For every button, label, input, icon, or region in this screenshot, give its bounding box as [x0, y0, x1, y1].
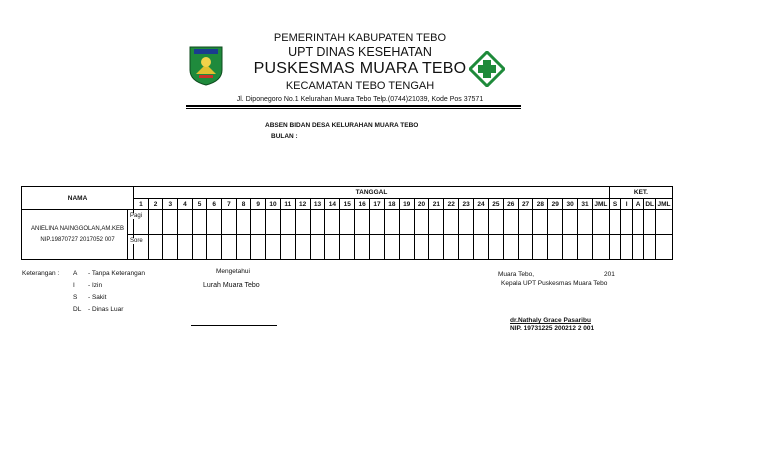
- day-header: 25: [488, 199, 503, 210]
- attendance-cell[interactable]: [325, 210, 340, 235]
- attendance-cell[interactable]: [355, 210, 370, 235]
- document-title: ABSEN BIDAN DESA KELURAHAN MUARA TEBO: [265, 122, 419, 129]
- attendance-cell[interactable]: [310, 235, 325, 260]
- attendance-cell[interactable]: [399, 210, 414, 235]
- attendance-cell[interactable]: [548, 235, 563, 260]
- col-ket-header: KET.: [609, 187, 672, 199]
- day-header: 18: [384, 199, 399, 210]
- attendance-cell[interactable]: [370, 235, 385, 260]
- ket-desc: - Dinas Luar: [88, 306, 124, 313]
- ket-desc: - Sakit: [88, 294, 107, 301]
- attendance-cell[interactable]: [444, 235, 459, 260]
- header-line-3: PUSKESMAS MUARA TEBO: [253, 60, 467, 77]
- attendance-cell[interactable]: [384, 210, 399, 235]
- attendance-cell[interactable]: [533, 210, 548, 235]
- attendance-cell[interactable]: [632, 235, 644, 260]
- attendance-cell[interactable]: [644, 235, 656, 260]
- attendance-cell[interactable]: [414, 235, 429, 260]
- person-cell: [22, 210, 134, 260]
- day-header: 2: [148, 199, 163, 210]
- attendance-cell[interactable]: [236, 210, 251, 235]
- header-rule-thick: [186, 105, 521, 107]
- attendance-cell[interactable]: [325, 235, 340, 260]
- person-name: ANIELINA NAINGGOLAN,AM.KEB: [31, 225, 125, 232]
- ket-code: S: [73, 294, 78, 301]
- day-header: 17: [370, 199, 385, 210]
- day-header: 1: [134, 199, 149, 210]
- attendance-cell[interactable]: [429, 210, 444, 235]
- day-header: 10: [266, 199, 281, 210]
- attendance-cell[interactable]: [563, 235, 578, 260]
- attendance-cell[interactable]: [192, 235, 207, 260]
- place-date: Muara Tebo,: [498, 271, 535, 278]
- col-nama-header: NAMA: [22, 187, 134, 210]
- attendance-cell[interactable]: [340, 210, 355, 235]
- attendance-cell[interactable]: [429, 235, 444, 260]
- attendance-cell[interactable]: [251, 235, 266, 260]
- attendance-cell[interactable]: [178, 235, 193, 260]
- attendance-cell[interactable]: [222, 210, 237, 235]
- day-header: 5: [192, 199, 207, 210]
- day-header: 30: [563, 199, 578, 210]
- mengetahui-text: Mengetahui: [216, 268, 250, 275]
- ket-header: JML: [655, 199, 672, 210]
- day-header: 6: [207, 199, 222, 210]
- attendance-cell[interactable]: [399, 235, 414, 260]
- day-header: 14: [325, 199, 340, 210]
- attendance-cell[interactable]: [609, 210, 621, 235]
- ket-code: A: [73, 270, 78, 277]
- attendance-cell[interactable]: [295, 210, 310, 235]
- attendance-cell[interactable]: [340, 235, 355, 260]
- day-header: 23: [459, 199, 474, 210]
- day-header: JML: [594, 200, 608, 208]
- ket-code: DL: [73, 306, 82, 313]
- header-line-1: PEMERINTAH KABUPATEN TEBO: [273, 32, 447, 44]
- attendance-cell[interactable]: [295, 235, 310, 260]
- attendance-cell[interactable]: [518, 210, 533, 235]
- attendance-cell[interactable]: [621, 210, 633, 235]
- attendance-cell[interactable]: [578, 235, 593, 260]
- attendance-cell[interactable]: [207, 210, 222, 235]
- day-header: 12: [295, 199, 310, 210]
- day-header: 28: [533, 199, 548, 210]
- attendance-cell[interactable]: [621, 235, 633, 260]
- signature-line-left: [191, 325, 277, 326]
- day-header: 19: [399, 199, 414, 210]
- day-header: 26: [503, 199, 518, 210]
- attendance-cell[interactable]: [310, 210, 325, 235]
- ket-header: DL: [645, 200, 654, 208]
- attendance-cell[interactable]: [148, 235, 163, 260]
- day-header: 22: [444, 199, 459, 210]
- ket-desc: - Tanpa Keterangan: [88, 270, 145, 277]
- attendance-cell[interactable]: [222, 235, 237, 260]
- day-header: 24: [474, 199, 489, 210]
- attendance-cell[interactable]: [533, 235, 548, 260]
- attendance-cell[interactable]: [609, 235, 621, 260]
- ket-code: I: [73, 282, 75, 289]
- header-address: Jl. Diponegoro No.1 Kelurahan Muara Tebo Telp.(0744)21039, Kode Pos 37571: [236, 96, 484, 103]
- attendance-cell[interactable]: [148, 210, 163, 235]
- attendance-cell[interactable]: [163, 210, 178, 235]
- attendance-cell[interactable]: [592, 210, 609, 235]
- day-header: 4: [178, 199, 193, 210]
- day-header: 8: [236, 199, 251, 210]
- shift-sore-label: Sore: [130, 238, 143, 244]
- ket-header: S: [609, 199, 621, 210]
- header-rule-thin: [186, 108, 521, 109]
- attendance-cell[interactable]: [207, 235, 222, 260]
- attendance-cell[interactable]: [192, 210, 207, 235]
- attendance-cell[interactable]: [444, 210, 459, 235]
- kepala-title: Kepala UPT Puskesmas Muara Tebo: [501, 280, 608, 287]
- year-text: 201: [604, 271, 615, 278]
- attendance-cell[interactable]: [459, 210, 474, 235]
- attendance-cell[interactable]: [414, 210, 429, 235]
- attendance-cell[interactable]: [266, 210, 281, 235]
- header-line-4: KECAMATAN TEBO TENGAH: [285, 80, 435, 92]
- attendance-cell[interactable]: [280, 210, 295, 235]
- attendance-cell[interactable]: [548, 210, 563, 235]
- person-nip: NIP.19870727 2017052 007: [40, 236, 115, 243]
- attendance-cell[interactable]: [632, 210, 644, 235]
- attendance-cell[interactable]: [655, 235, 672, 260]
- shift-row-divider: [127, 234, 148, 235]
- signer-nip: NIP. 19731225 200212 2 001: [510, 325, 595, 332]
- attendance-cell[interactable]: [280, 235, 295, 260]
- attendance-cell[interactable]: [251, 210, 266, 235]
- keterangan-label: Keterangan :: [22, 270, 60, 277]
- lurah-title: Lurah Muara Tebo: [203, 282, 260, 289]
- day-header: 31: [578, 199, 593, 210]
- header-line-2: UPT DINAS KESEHATAN: [288, 45, 432, 59]
- shift-pagi-label: Pagi: [130, 213, 143, 219]
- day-header: 11: [280, 199, 295, 210]
- attendance-cell[interactable]: [355, 235, 370, 260]
- signer-name: dr.Nathaly Grace Pasaribu: [510, 317, 591, 324]
- attendance-cell[interactable]: [474, 210, 489, 235]
- attendance-cell[interactable]: [644, 210, 656, 235]
- ket-header: A: [632, 199, 644, 210]
- day-header: 3: [163, 199, 178, 210]
- day-header: 9: [251, 199, 266, 210]
- attendance-cell[interactable]: [592, 235, 609, 260]
- attendance-cell[interactable]: [236, 235, 251, 260]
- attendance-cell[interactable]: [578, 210, 593, 235]
- day-header: 20: [414, 199, 429, 210]
- attendance-cell[interactable]: [563, 210, 578, 235]
- attendance-cell[interactable]: [163, 235, 178, 260]
- attendance-table: [21, 186, 673, 260]
- day-header: 29: [548, 199, 563, 210]
- attendance-cell[interactable]: [178, 210, 193, 235]
- attendance-cell[interactable]: [503, 235, 518, 260]
- attendance-cell[interactable]: [384, 235, 399, 260]
- attendance-cell[interactable]: [370, 210, 385, 235]
- attendance-cell[interactable]: [488, 210, 503, 235]
- attendance-cell[interactable]: [266, 235, 281, 260]
- attendance-cell[interactable]: [655, 210, 672, 235]
- attendance-cell[interactable]: [518, 235, 533, 260]
- attendance-cell[interactable]: [474, 235, 489, 260]
- day-header: 15: [340, 199, 355, 210]
- day-header: 13: [310, 199, 325, 210]
- ket-header: I: [621, 199, 633, 210]
- attendance-cell[interactable]: [503, 210, 518, 235]
- day-header: 27: [518, 199, 533, 210]
- col-tanggal-header: TANGGAL: [134, 187, 610, 199]
- ket-desc: - Izin: [88, 282, 103, 289]
- day-header: 16: [355, 199, 370, 210]
- attendance-cell[interactable]: [459, 235, 474, 260]
- day-header: 7: [222, 199, 237, 210]
- attendance-cell[interactable]: [488, 235, 503, 260]
- bulan-label: BULAN :: [271, 133, 298, 140]
- day-header: 21: [429, 199, 444, 210]
